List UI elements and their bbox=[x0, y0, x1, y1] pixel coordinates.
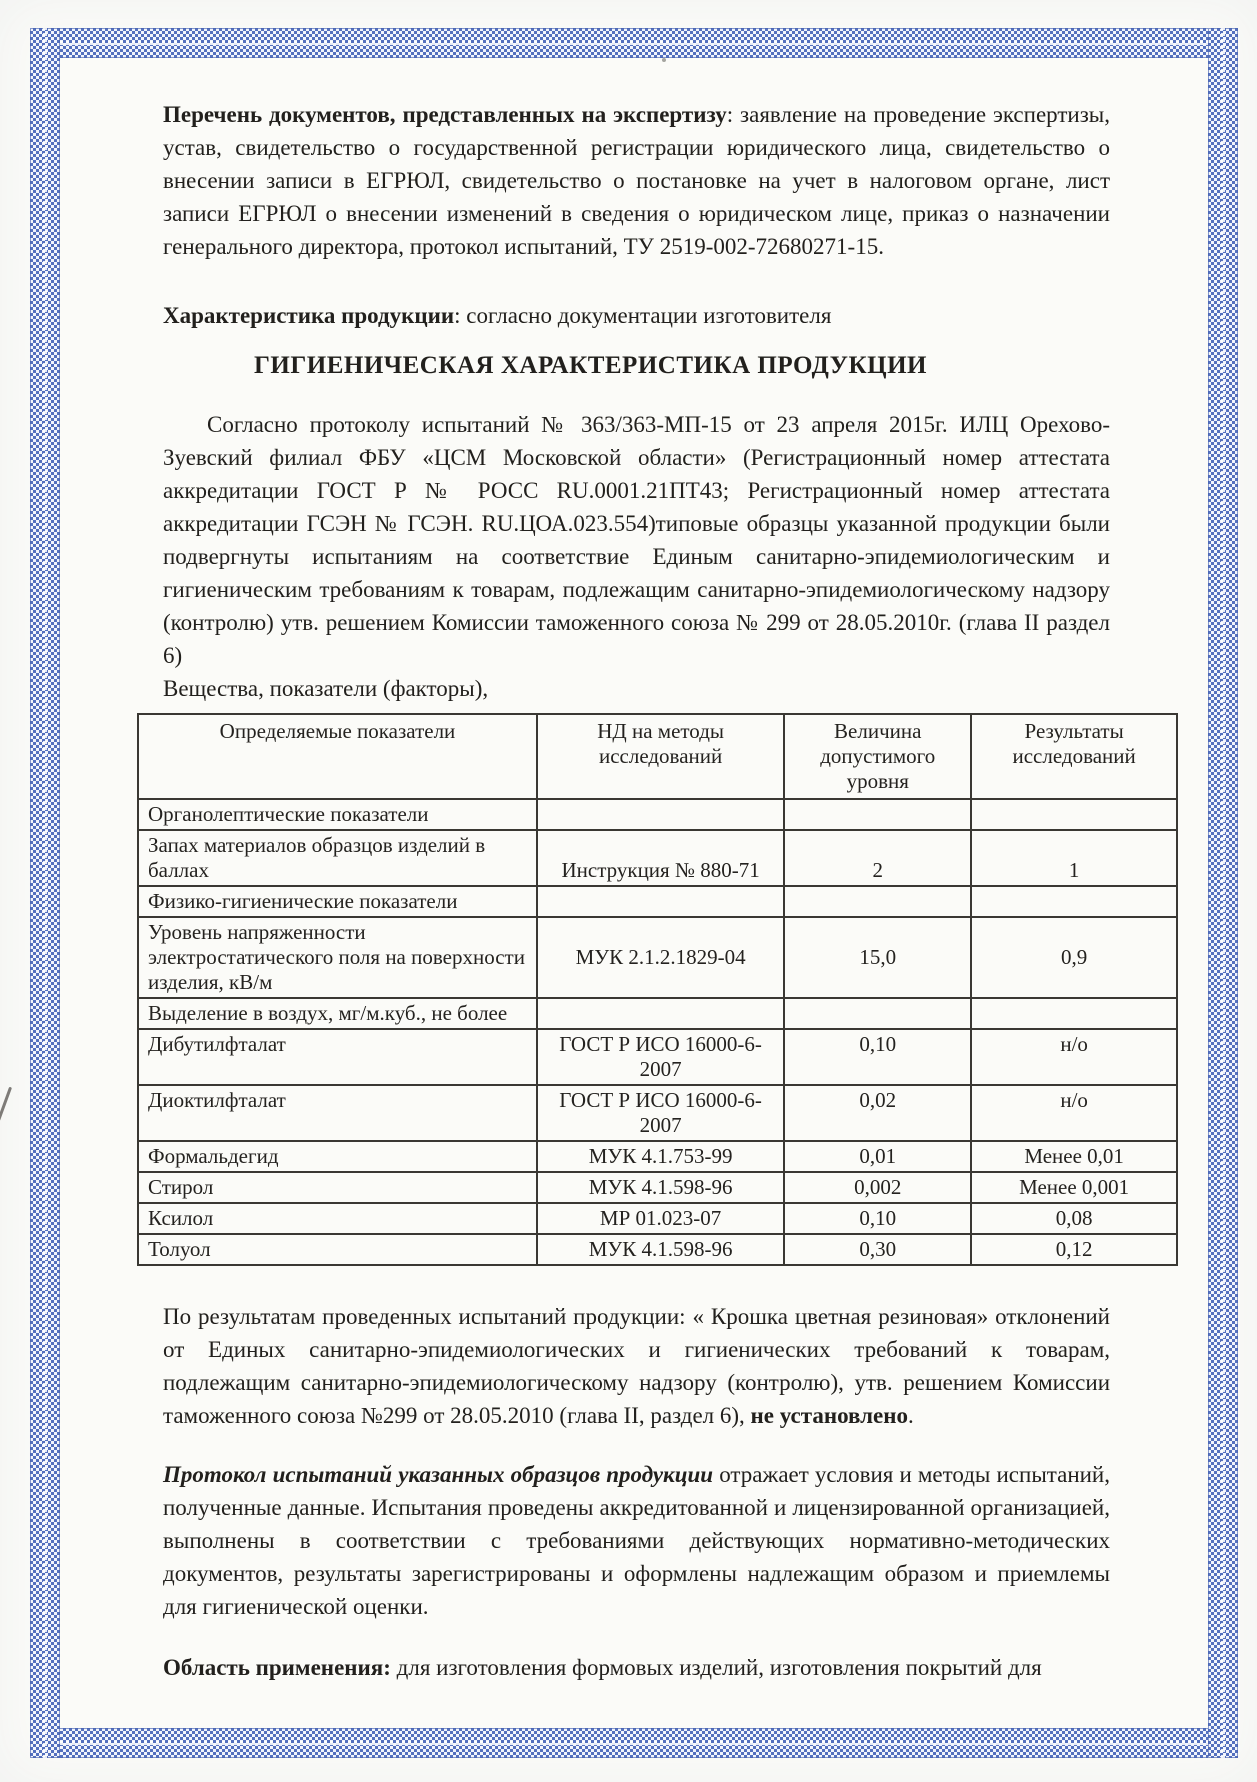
table-cell: 15,0 bbox=[784, 917, 971, 998]
table-row bbox=[138, 1172, 1177, 1203]
section-heading-hygienic-characteristic: ГИГИЕНИЧЕСКАЯ ХАРАКТЕРИСТИКА ПРОДУКЦИИ bbox=[254, 352, 927, 379]
table-cell: Стирол bbox=[138, 1172, 537, 1203]
table-cell bbox=[784, 886, 971, 917]
table-cell: Толуол bbox=[138, 1234, 537, 1265]
table-cell: МР 01.023-07 bbox=[537, 1203, 784, 1234]
table-cell bbox=[537, 886, 784, 917]
table-row bbox=[138, 917, 1177, 998]
conclusion-text: По результатам проведенных испытаний продукции: « Крошка цветная резиновая» отклонений от Единых санитарно-эпидемиологических и гигиенических требований к товарам, подлежащим санитарно-эпидемиологическому надзору (контролю), утв. решением Комиссии таможенного союза №299 от 28.05.2010 (глава II, раздел 6), bbox=[163, 1304, 1110, 1428]
table-row bbox=[138, 1234, 1177, 1265]
table-cell: Формальдегид bbox=[138, 1141, 537, 1172]
decorative-border-top bbox=[30, 28, 1238, 58]
table-cell: н/о bbox=[971, 1029, 1177, 1085]
table-cell: ГОСТ Р ИСО 16000-6-2007 bbox=[537, 1085, 784, 1141]
table-row bbox=[138, 998, 1177, 1029]
table-cell: МУК 4.1.598-96 bbox=[537, 1172, 784, 1203]
table-header-row bbox=[138, 714, 1177, 799]
table-row bbox=[138, 886, 1177, 917]
paragraph-documents-list bbox=[163, 98, 1110, 263]
table-cell: МУК 2.1.2.1829-04 bbox=[537, 917, 784, 998]
table-cell: 0,002 bbox=[784, 1172, 971, 1203]
table-row bbox=[138, 799, 1177, 830]
table-cell: Ксилол bbox=[138, 1203, 537, 1234]
table-cell: 0,10 bbox=[784, 1203, 971, 1234]
column-header-methods: НД на методы исследований bbox=[537, 714, 784, 799]
column-header-results: Результаты исследований bbox=[971, 714, 1177, 799]
table-cell: Инструкция № 880-71 bbox=[537, 830, 784, 886]
column-header-indicators: Определяемые показатели bbox=[138, 714, 537, 799]
protocol-reflects-label: Протокол испытаний указанных образцов продукции bbox=[163, 1462, 720, 1487]
table-cell: МУК 4.1.753-99 bbox=[537, 1141, 784, 1172]
paragraph-protocol-intro: Согласно протоколу испытаний № 363/363-МП-15 от 23 апреля 2015г. ИЛЦ Орехово-Зуевский филиал ФБУ «ЦСМ Московской области» (Регистрационный номер аттестата аккредитации ГОСТ Р № РОСС RU.0001.21ПТ43; Регистрационный номер аттестата аккредитации ГСЭН № ГСЭН. RU.ЦОА.023.554)типовые образцы указанной продукции были подвергнуты испытаниям на соответствие Единым санитарно-эпидемиологическим и гигиеническим требованиям к товарам, подлежащим санитарно-эпидемиологическому надзору (контролю) утв. решением Комиссии таможенного союза № 299 от 28.05.2010г. (глава II раздел 6) bbox=[163, 412, 1110, 668]
table-row bbox=[138, 1029, 1177, 1085]
paragraph-application-area bbox=[163, 1651, 1110, 1684]
product-characteristic-text: : согласно документации изготовителя bbox=[454, 303, 832, 328]
table-cell: ГОСТ Р ИСО 16000-6-2007 bbox=[537, 1029, 784, 1085]
documents-list-text: : заявление на проведение экспертизы, устав, свидетельство о государственной регистрации юридического лица, свидетельство о внесении записи в ЕГРЮЛ, свидетельство о постановке на учет в налоговом органе, лист записи ЕГРЮЛ о внесении изменений в сведения о юридическом лице, приказ о назначении генерального директора, протокол испытаний, ТУ 2519-002-72680271-15. bbox=[163, 102, 1110, 259]
table-cell bbox=[971, 886, 1177, 917]
table-cell: 0,10 bbox=[784, 1029, 971, 1085]
table-cell: Уровень напряженности электростатического поля на поверхности изделия, кВ/м bbox=[138, 917, 537, 998]
table-cell: Дибутилфталат bbox=[138, 1029, 537, 1085]
conclusion-period: . bbox=[908, 1403, 914, 1428]
decorative-border-bottom bbox=[30, 1728, 1238, 1758]
paragraph-test-results-conclusion bbox=[163, 1300, 1110, 1432]
table-cell: Диоктилфталат bbox=[138, 1085, 537, 1141]
table-cell bbox=[971, 998, 1177, 1029]
product-characteristic-label: Характеристика продукции bbox=[163, 303, 455, 328]
documents-list-label: Перечень документов, представленных на экспертизу bbox=[163, 102, 727, 127]
paragraph-product-characteristic bbox=[163, 299, 1110, 332]
scan-artifact-mark bbox=[0, 1087, 12, 1122]
table-cell: 1 bbox=[971, 830, 1177, 886]
table-cell: Запах материалов образцов изделий в баллах bbox=[138, 830, 537, 886]
table-cell: Выделение в воздух, мг/м.куб., не более bbox=[138, 998, 537, 1029]
protocol-reflects-text: отражает условия и методы испытаний, полученные данные. Испытания проведены аккредитованной и лицензированной организацией, выполнены в соответствии с требованиями действующих нормативно-методических документов, результаты зарегистрированы и оформлены надлежащим образом и приемлемы для гигиенической оценки. bbox=[163, 1462, 1110, 1619]
table-cell: Физико-гигиенические показатели bbox=[138, 886, 537, 917]
application-area-label: Область применения: bbox=[163, 1655, 391, 1680]
table-cell: Менее 0,001 bbox=[971, 1172, 1177, 1203]
table-cell: 0,12 bbox=[971, 1234, 1177, 1265]
table-cell: 0,9 bbox=[971, 917, 1177, 998]
table-cell bbox=[537, 799, 784, 830]
test-results-table bbox=[137, 713, 1178, 1266]
table-cell: Органолептические показатели bbox=[138, 799, 537, 830]
table-cell: 0,02 bbox=[784, 1085, 971, 1141]
table-cell: МУК 4.1.598-96 bbox=[537, 1234, 784, 1265]
application-area-text: для изготовления формовых изделий, изготовления покрытий для bbox=[390, 1655, 1042, 1680]
document-body bbox=[137, 98, 1178, 1684]
table-row bbox=[138, 1203, 1177, 1234]
table-row bbox=[138, 830, 1177, 886]
table-cell bbox=[537, 998, 784, 1029]
decorative-border-right bbox=[1208, 28, 1238, 1758]
paragraph-protocol-reflects bbox=[163, 1458, 1110, 1623]
table-cell bbox=[971, 799, 1177, 830]
table-cell: 0,30 bbox=[784, 1234, 971, 1265]
table-cell: 0,08 bbox=[971, 1203, 1177, 1234]
table-cell: 0,01 bbox=[784, 1141, 971, 1172]
table-row bbox=[138, 1085, 1177, 1141]
scan-artifact-dot bbox=[662, 58, 666, 62]
table-cell: 2 bbox=[784, 830, 971, 886]
table-cell: Менее 0,01 bbox=[971, 1141, 1177, 1172]
decorative-border-left bbox=[30, 28, 60, 1758]
table-row bbox=[138, 1141, 1177, 1172]
table-cell: н/о bbox=[971, 1085, 1177, 1141]
table-cell bbox=[784, 998, 971, 1029]
column-header-allowed-level: Величина допустимого уровня bbox=[784, 714, 971, 799]
paragraph-substances-indicators: Вещества, показатели (факторы), bbox=[163, 676, 489, 701]
table-cell bbox=[784, 799, 971, 830]
conclusion-verdict: не установлено bbox=[750, 1403, 908, 1428]
